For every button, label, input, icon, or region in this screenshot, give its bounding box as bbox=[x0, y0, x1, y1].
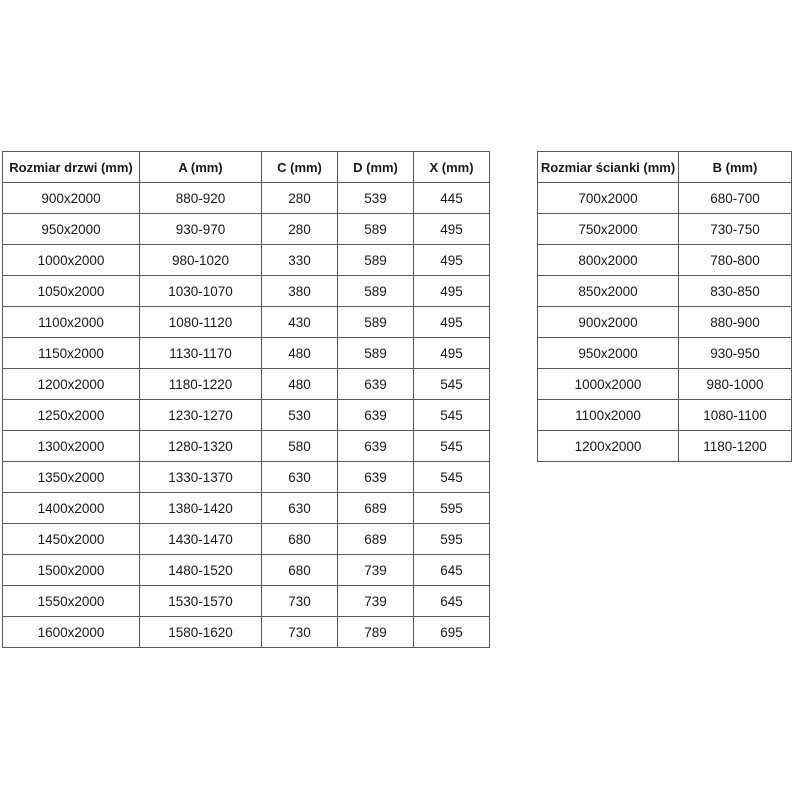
column-header: B (mm) bbox=[679, 152, 792, 183]
table-cell: 950x2000 bbox=[3, 214, 140, 245]
table-row bbox=[538, 307, 792, 338]
table-cell: 480 bbox=[262, 369, 338, 400]
table-cell: 1550x2000 bbox=[3, 586, 140, 617]
table-cell: 1180-1200 bbox=[679, 431, 792, 462]
table-cell: 730 bbox=[262, 617, 338, 648]
table-cell: 739 bbox=[338, 586, 414, 617]
table-cell: 739 bbox=[338, 555, 414, 586]
table-cell: 1330-1370 bbox=[140, 462, 262, 493]
table-cell: 1050x2000 bbox=[3, 276, 140, 307]
table-cell: 639 bbox=[338, 400, 414, 431]
table-cell: 1000x2000 bbox=[538, 369, 679, 400]
table-cell: 639 bbox=[338, 462, 414, 493]
table-cell: 639 bbox=[338, 369, 414, 400]
table-cell: 480 bbox=[262, 338, 338, 369]
table-cell: 750x2000 bbox=[538, 214, 679, 245]
table-row bbox=[3, 245, 490, 276]
table-cell: 1400x2000 bbox=[3, 493, 140, 524]
table-cell: 730-750 bbox=[679, 214, 792, 245]
column-header: A (mm) bbox=[140, 152, 262, 183]
table-cell: 595 bbox=[414, 524, 490, 555]
table-cell: 1250x2000 bbox=[3, 400, 140, 431]
table-cell: 380 bbox=[262, 276, 338, 307]
table-row bbox=[3, 493, 490, 524]
table-cell: 980-1000 bbox=[679, 369, 792, 400]
table-cell: 695 bbox=[414, 617, 490, 648]
table-cell: 689 bbox=[338, 524, 414, 555]
table-cell: 1530-1570 bbox=[140, 586, 262, 617]
table-cell: 950x2000 bbox=[538, 338, 679, 369]
table-row bbox=[3, 400, 490, 431]
table-row bbox=[3, 369, 490, 400]
table-cell: 1100x2000 bbox=[3, 307, 140, 338]
table-cell: 930-970 bbox=[140, 214, 262, 245]
table-row bbox=[538, 431, 792, 462]
table-cell: 645 bbox=[414, 555, 490, 586]
table-row bbox=[3, 462, 490, 493]
table-cell: 1080-1100 bbox=[679, 400, 792, 431]
table-cell: 430 bbox=[262, 307, 338, 338]
table-cell: 280 bbox=[262, 214, 338, 245]
table-row bbox=[538, 183, 792, 214]
table-row bbox=[538, 338, 792, 369]
table-cell: 589 bbox=[338, 245, 414, 276]
table-cell: 1580-1620 bbox=[140, 617, 262, 648]
table-cell: 495 bbox=[414, 245, 490, 276]
table-cell: 730 bbox=[262, 586, 338, 617]
table-cell: 330 bbox=[262, 245, 338, 276]
table-cell: 280 bbox=[262, 183, 338, 214]
table-row bbox=[538, 245, 792, 276]
table-cell: 1480-1520 bbox=[140, 555, 262, 586]
table-cell: 589 bbox=[338, 214, 414, 245]
table-row bbox=[3, 183, 490, 214]
table-row bbox=[3, 214, 490, 245]
table-row bbox=[3, 338, 490, 369]
table-row bbox=[3, 586, 490, 617]
table-cell: 495 bbox=[414, 276, 490, 307]
table-cell: 800x2000 bbox=[538, 245, 679, 276]
column-header: C (mm) bbox=[262, 152, 338, 183]
table-cell: 639 bbox=[338, 431, 414, 462]
table-cell: 630 bbox=[262, 493, 338, 524]
table-cell: 780-800 bbox=[679, 245, 792, 276]
table-cell: 545 bbox=[414, 369, 490, 400]
table-row bbox=[538, 276, 792, 307]
table-row bbox=[3, 524, 490, 555]
table-cell: 1380-1420 bbox=[140, 493, 262, 524]
table-cell: 680 bbox=[262, 524, 338, 555]
column-header: Rozmiar ścianki (mm) bbox=[538, 152, 679, 183]
table-row bbox=[3, 276, 490, 307]
table-cell: 680 bbox=[262, 555, 338, 586]
table-row bbox=[538, 214, 792, 245]
column-header: X (mm) bbox=[414, 152, 490, 183]
table-cell: 1200x2000 bbox=[3, 369, 140, 400]
table-cell: 530 bbox=[262, 400, 338, 431]
table-cell: 539 bbox=[338, 183, 414, 214]
table-cell: 645 bbox=[414, 586, 490, 617]
table-cell: 930-950 bbox=[679, 338, 792, 369]
table-cell: 495 bbox=[414, 214, 490, 245]
table-cell: 1200x2000 bbox=[538, 431, 679, 462]
table-cell: 1300x2000 bbox=[3, 431, 140, 462]
header-row bbox=[538, 152, 792, 183]
table-cell: 900x2000 bbox=[538, 307, 679, 338]
table-cell: 545 bbox=[414, 462, 490, 493]
table-cell: 880-900 bbox=[679, 307, 792, 338]
table-cell: 689 bbox=[338, 493, 414, 524]
table-cell: 1450x2000 bbox=[3, 524, 140, 555]
table-cell: 580 bbox=[262, 431, 338, 462]
table-row bbox=[538, 400, 792, 431]
table-cell: 680-700 bbox=[679, 183, 792, 214]
table-cell: 1600x2000 bbox=[3, 617, 140, 648]
table-row bbox=[3, 307, 490, 338]
table-cell: 545 bbox=[414, 400, 490, 431]
table-cell: 545 bbox=[414, 431, 490, 462]
table-row bbox=[3, 555, 490, 586]
table-cell: 850x2000 bbox=[538, 276, 679, 307]
table-cell: 880-920 bbox=[140, 183, 262, 214]
header-row bbox=[3, 152, 490, 183]
column-header: D (mm) bbox=[338, 152, 414, 183]
wall-dimensions-table bbox=[537, 151, 792, 462]
table-cell: 495 bbox=[414, 338, 490, 369]
table-cell: 1030-1070 bbox=[140, 276, 262, 307]
table-cell: 700x2000 bbox=[538, 183, 679, 214]
table-cell: 980-1020 bbox=[140, 245, 262, 276]
door-dimensions-table bbox=[2, 151, 490, 648]
table-cell: 900x2000 bbox=[3, 183, 140, 214]
table-cell: 1000x2000 bbox=[3, 245, 140, 276]
table-cell: 1230-1270 bbox=[140, 400, 262, 431]
table-cell: 1430-1470 bbox=[140, 524, 262, 555]
table-cell: 1280-1320 bbox=[140, 431, 262, 462]
table-row bbox=[3, 431, 490, 462]
table-cell: 630 bbox=[262, 462, 338, 493]
table-cell: 1500x2000 bbox=[3, 555, 140, 586]
column-header: Rozmiar drzwi (mm) bbox=[3, 152, 140, 183]
table-row bbox=[3, 617, 490, 648]
table-cell: 1100x2000 bbox=[538, 400, 679, 431]
table-cell: 589 bbox=[338, 338, 414, 369]
table-cell: 495 bbox=[414, 307, 490, 338]
table-cell: 1080-1120 bbox=[140, 307, 262, 338]
table-cell: 595 bbox=[414, 493, 490, 524]
table-cell: 1180-1220 bbox=[140, 369, 262, 400]
table-cell: 1150x2000 bbox=[3, 338, 140, 369]
table-cell: 1350x2000 bbox=[3, 462, 140, 493]
table-cell: 589 bbox=[338, 307, 414, 338]
table-cell: 1130-1170 bbox=[140, 338, 262, 369]
table-cell: 789 bbox=[338, 617, 414, 648]
table-row bbox=[538, 369, 792, 400]
table-cell: 830-850 bbox=[679, 276, 792, 307]
table-cell: 445 bbox=[414, 183, 490, 214]
table-cell: 589 bbox=[338, 276, 414, 307]
